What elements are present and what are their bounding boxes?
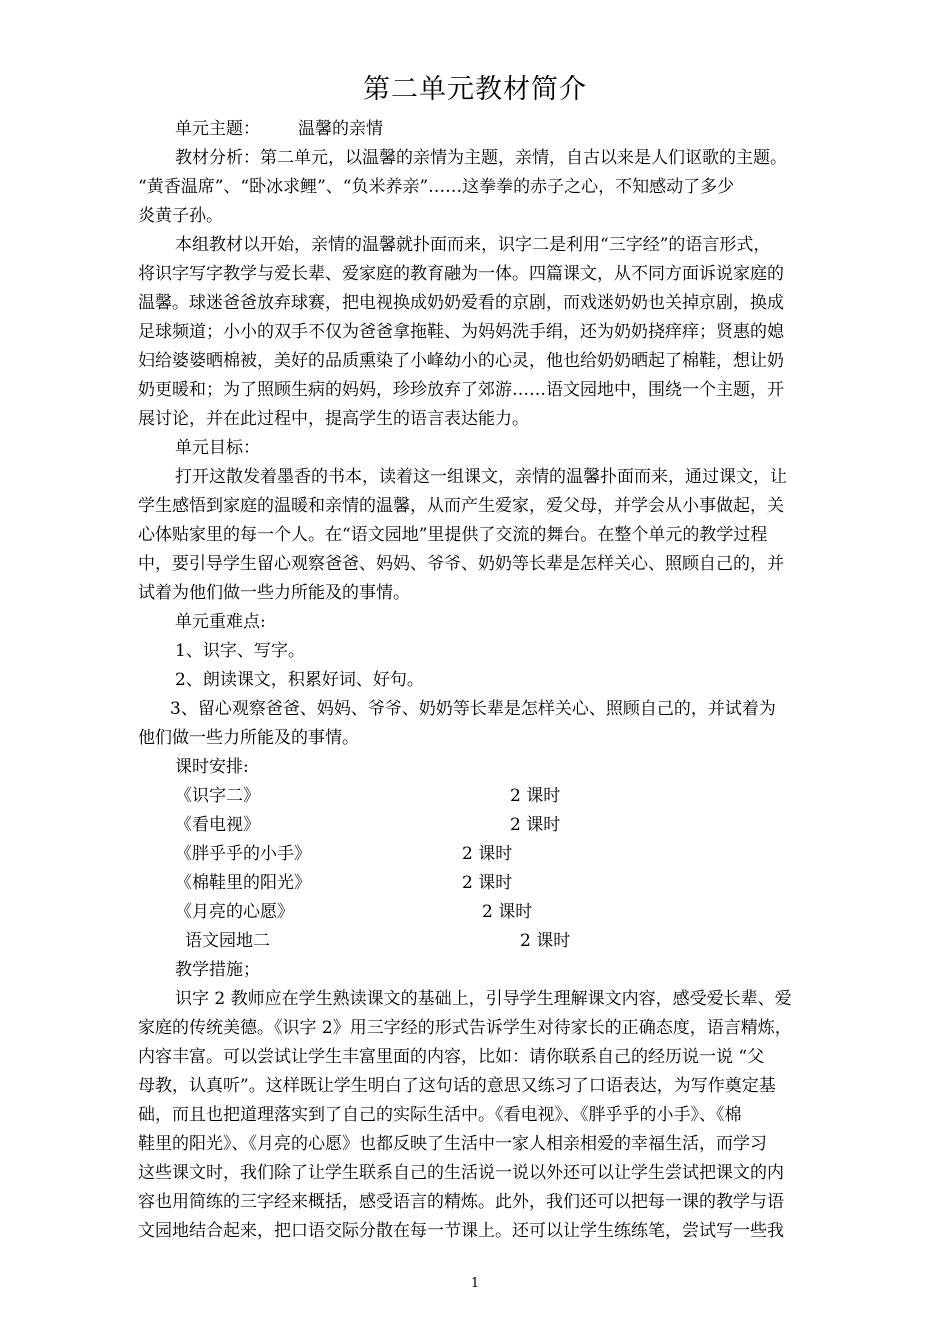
key-point: 3、留心观察爸爸、妈妈、爷爷、奶奶等长辈是怎样关心、照顾自己的，并试着为: [170, 699, 776, 719]
schedule-hours: 2 课时: [510, 786, 561, 806]
schedule-hours: 2 课时: [462, 873, 513, 893]
analysis-line: “黄香温席”、“卧冰求鲤”、“负米养亲”……这拳拳的赤子之心，不知感动了多少: [138, 177, 735, 197]
goal-line: 学生感悟到家庭的温暖和亲情的温馨，从而产生爱家，爱父母，并学会从小事做起，关: [138, 496, 784, 516]
theme-line: [175, 115, 383, 144]
para2-line: 将识字写字教学与爱长辈、爱家庭的教育融为一体。四篇课文，从不同方面诉说家庭的: [138, 264, 784, 284]
goal-line: 中，要引导学生留心观察爸爸、妈妈、爷爷、奶奶等长辈是怎样关心、照顾自己的，并: [138, 554, 784, 574]
para2-line: 妇给婆婆晒棉被，美好的品质熏染了小峰幼小的心灵，他也给奶奶晒起了棉鞋，想让奶: [138, 351, 784, 371]
measures-line: 识字 2 教师应在学生熟读课文的基础上，引导学生理解课文内容，感受爱长辈、爱: [175, 989, 792, 1009]
schedule-lesson: 《月亮的心愿》: [175, 902, 294, 922]
schedule-lesson: 语文园地二: [185, 931, 270, 951]
key-point: 他们做一些力所能及的事情。: [138, 728, 359, 748]
schedule-hours: 2 课时: [510, 815, 561, 835]
goal-line: 心体贴家里的每一个人。在“语文园地”里提供了交流的舞台。在整个单元的教学过程: [138, 525, 768, 545]
para2-line: 奶更暖和；为了照顾生病的妈妈，珍珍放弃了郊游……语文园地中，围绕一个主题，开: [138, 380, 784, 400]
schedule-lesson: 《棉鞋里的阳光》: [175, 873, 311, 893]
goal-line: 打开这散发着墨香的书本，读着这一组课文，亲情的温馨扑面而来，通过课文，让: [175, 467, 787, 487]
analysis-line: 教材分析：第二单元，以温馨的亲情为主题，亲情，自古以来是人们讴歌的主题。: [175, 148, 787, 168]
page-title: 第二单元教材简介: [363, 74, 587, 105]
measures-line: 母教，认真听”。这样既让学生明白了这句话的意思又练习了口语表达，为写作奠定基: [138, 1076, 776, 1096]
measures-line: 这些课文时，我们除了让学生联系自己的生活说一说以外还可以让学生尝试把课文的内: [138, 1163, 784, 1183]
para2-line: 温馨。球迷爸爸放弃球赛，把电视换成奶奶爱看的京剧，而戏迷奶奶也关掉京剧，换成: [138, 293, 784, 313]
analysis-line: 炎黄子孙。: [138, 206, 223, 226]
measures-label: 教学措施；: [175, 960, 260, 980]
measures-line: 容也用简练的三字经来概括，感受语言的精炼。此外，我们还可以把每一课的教学与语: [138, 1192, 784, 1212]
schedule-hours: 2 课时: [520, 931, 571, 951]
measures-line: 家庭的传统美德。《识字 2》用三字经的形式告诉学生对待家长的正确态度，语言精炼，: [138, 1018, 792, 1038]
measures-line: 鞋里的阳光》、《月亮的心愿》也都反映了生活中一家人相亲相爱的幸福生活，而学习: [138, 1134, 767, 1154]
key-point: 1、识字、写字。: [175, 641, 305, 661]
theme-value: 温馨的亲情: [298, 119, 383, 139]
para2-line: 本组教材以开始，亲情的温馨就扑面而来，识字二是利用“三字经”的语言形式，: [175, 235, 771, 255]
measures-line: 文园地结合起来，把口语交际分散在每一节课上。还可以让学生练练笔，尝试写一些我: [138, 1221, 784, 1241]
key-point: 2、朗读课文，积累好词、好句。: [175, 670, 424, 690]
schedule-label: 课时安排:: [175, 757, 249, 777]
key-label: 单元重难点:: [175, 612, 266, 632]
schedule-lesson: 《识字二》: [175, 786, 260, 806]
para2-line: 展讨论，并在此过程中，提高学生的语言表达能力。: [138, 409, 529, 429]
schedule-lesson: 《胖乎乎的小手》: [175, 844, 311, 864]
goal-line: 试着为他们做一些力所能及的事情。: [138, 583, 410, 603]
page-number: 1: [470, 1276, 480, 1291]
theme-label: 单元主题：: [175, 119, 260, 139]
para2-line: 足球频道；小小的双手不仅为爸爸拿拖鞋、为妈妈洗手绢，还为奶奶挠痒痒；贤惠的媳: [138, 322, 784, 342]
schedule-hours: 2 课时: [462, 844, 513, 864]
measures-line: 础，而且也把道理落实到了自己的实际生活中。《看电视》、《胖乎乎的小手》、《棉: [138, 1105, 742, 1125]
schedule-hours: 2 课时: [482, 902, 533, 922]
goal-label: 单元目标：: [175, 438, 260, 458]
measures-line: 内容丰富。可以尝试让学生丰富里面的内容，比如：请你联系自己的经历说一说 “父: [138, 1047, 765, 1067]
schedule-lesson: 《看电视》: [175, 815, 260, 835]
